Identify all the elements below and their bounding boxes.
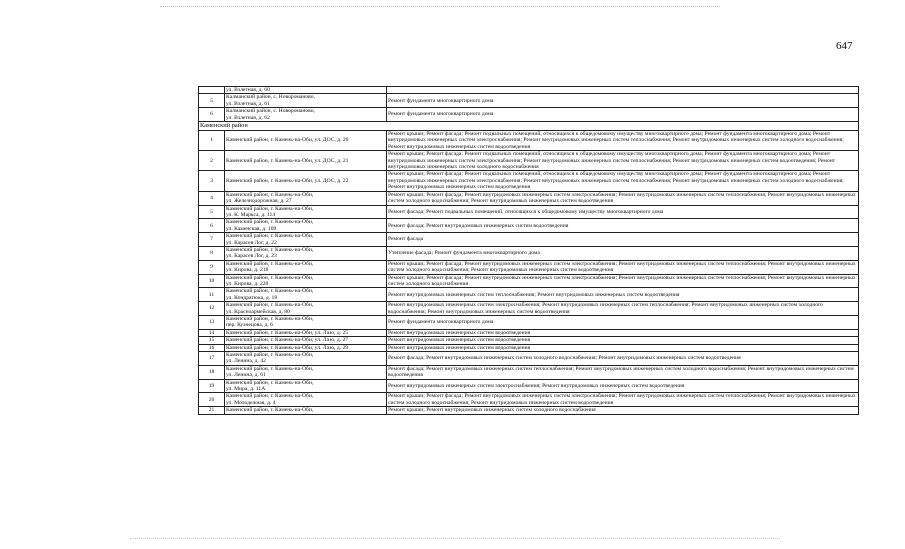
work-types-cell: Утепление фасада; Ремонт фундамента многоквартирного дома: [387, 246, 859, 260]
row-number: 15: [199, 337, 225, 344]
row-number: 6: [199, 108, 225, 122]
table-row: [199, 344, 859, 351]
address-cell: Каменский район, г. Камень-на-Оби, ул. Мира, д. 11А: [225, 379, 387, 393]
section-row: [199, 122, 859, 131]
row-number: 21: [199, 407, 225, 414]
table-row: [199, 329, 859, 336]
work-types-cell: Ремонт крыши; Ремонт фасада; Ремонт подвальных помещений, относящихся к общедомовому имуществу многоквартирного дома; Ремонт фундамента многоквартирного дома; Ремонт внутридомовых инженерных систем электроснабжения; Ремонт внутридомовых инженерных систем теплоснабжения; Ремонт внутридомовых инженерных систем холодного водоснабжения; Ремонт внутридомовых инженерных систем водоотведения: [387, 131, 859, 151]
address-cell: Каменский район, г. Камень-на-Оби, ул. ДОС, д. 21: [225, 151, 387, 171]
address-cell: Калманский район, с. Новороманово, ул. Взлетная, д. 62: [225, 108, 387, 122]
work-types-cell: [387, 87, 859, 94]
table-row: [199, 171, 859, 191]
work-types-cell: Ремонт фасада; Ремонт внутридомовых инженерных систем холодного водоснабжения; Ремонт внутридомовых инженерных систем водоотведения: [387, 352, 859, 366]
row-number: 14: [199, 329, 225, 336]
address-cell: Каменский район, г. Камень-на-Оби, ул. Ленина, д. 42: [225, 352, 387, 366]
table-row: [199, 94, 859, 108]
table-row: [199, 108, 859, 122]
table-row: [199, 219, 859, 233]
row-number: 5: [199, 205, 225, 219]
work-types-cell: Ремонт фундамента многоквартирного дома: [387, 94, 859, 108]
work-types-cell: Ремонт фундамента многоквартирного дома: [387, 108, 859, 122]
table-row: [199, 246, 859, 260]
row-number: 1: [199, 131, 225, 151]
address-cell: Каменский район, г. Камень-на-Оби, ул. Кирова, д. 220: [225, 274, 387, 288]
row-number: 12: [199, 302, 225, 316]
row-number: 10: [199, 274, 225, 288]
address-cell: Каменский район, г. Камень-на-Оби, ул. Лазо, д. 29: [225, 344, 387, 351]
address-cell: Каменский район, г. Камень-на-Оби, ул. Красноармейская, д. 80: [225, 302, 387, 316]
work-types-cell: Ремонт внутридомовых инженерных систем водоотведения: [387, 344, 859, 351]
table-row: [199, 393, 859, 407]
table-row: [199, 205, 859, 219]
work-types-cell: Ремонт крыши; Ремонт фасада; Ремонт внутридомовых инженерных систем электроснабжения; Ремонт внутридомовых инженерных систем теплоснабжения; Ремонт внутридомовых инженерных систем холодного водоснабжения: [387, 274, 859, 288]
table-row: [199, 87, 859, 94]
work-types-cell: Ремонт крыши; Ремонт фасада; Ремонт внутридомовых инженерных систем электроснабжения; Ремонт внутридомовых инженерных систем теплоснабжения; Ремонт внутридомовых инженерных систем холодного водоснабжения; Ремонт внутридомовых инженерных систем водоотведения: [387, 191, 859, 205]
work-types-cell: Ремонт внутридомовых инженерных систем электроснабжения; Ремонт внутридомовых инженерных систем водоотведения: [387, 379, 859, 393]
address-cell: Каменский район, г. Камень-на-Оби,: [225, 407, 387, 414]
address-cell: Каменский район, г. Камень-на-Оби, ул. К. Маркса, д. 114: [225, 205, 387, 219]
work-types-cell: Ремонт крыши; Ремонт внутридомовых инженерных систем холодного водоснабжения: [387, 407, 859, 414]
address-cell: Каменский район, г. Камень-на-Оби, ул. Молодежная, д. 4: [225, 393, 387, 407]
row-number: 11: [199, 288, 225, 302]
table-row: [199, 288, 859, 302]
work-types-cell: Ремонт внутридомовых инженерных систем водоотведения: [387, 337, 859, 344]
table-row: [199, 407, 859, 414]
work-types-cell: Ремонт фундамента многоквартирного дома: [387, 316, 859, 330]
table-body: [199, 87, 859, 415]
work-types-cell: Ремонт внутридомовых инженерных систем электроснабжения; Ремонт внутридомовых инженерных систем теплоснабжения; Ремонт внутридомовых инженерных систем холодного водоснабжения; Ремонт внутридомовых инженерных систем водоотведения: [387, 302, 859, 316]
work-types-cell: Ремонт фасада; Ремонт подвальных помещений, относящихся к общедомовому имуществу многоквартирного дома: [387, 205, 859, 219]
address-cell: Каменский район, г. Камень-на-Оби, ул. ДОС, д. 20: [225, 131, 387, 151]
table-row: [199, 337, 859, 344]
table-row: [199, 302, 859, 316]
address-cell: Каменский район, г. Камень-на-Оби, ул. Ленина, д. 61: [225, 365, 387, 379]
row-number: 20: [199, 393, 225, 407]
table-row: [199, 352, 859, 366]
repair-program-table: [198, 86, 859, 415]
row-number: 3: [199, 171, 225, 191]
work-types-cell: Ремонт фасада: [387, 233, 859, 247]
address-cell: Каменский район, г. Камень-на-Оби, пер. Кузнецова, д. 6: [225, 316, 387, 330]
work-types-cell: Ремонт крыши; Ремонт фасада; Ремонт внутридомовых инженерных систем электроснабжения; Ремонт внутридомовых инженерных систем теплоснабжения; Ремонт внутридомовых инженерных систем холодного водоснабжения; Ремонт внутридомовых инженерных систем водоотведения: [387, 393, 859, 407]
address-cell: Каменский район, г. Камень-на-Оби, ул. Кондратюка, д. 18: [225, 288, 387, 302]
table-row: [199, 379, 859, 393]
row-number: 6: [199, 219, 225, 233]
section-title: Каменский район: [199, 122, 859, 131]
work-types-cell: Ремонт фасада; Ремонт внутридомовых инженерных систем водоотведения: [387, 219, 859, 233]
table-row: [199, 131, 859, 151]
row-number: 17: [199, 352, 225, 366]
row-number: 19: [199, 379, 225, 393]
work-types-cell: Ремонт крыши; Ремонт фасада; Ремонт подвальных помещений, относящихся к общедомовому имуществу многоквартирного дома; Ремонт фундамента многоквартирного дома; Ремонт внутридомовых инженерных систем электроснабжения; Ремонт внутридомовых инженерных систем теплоснабжения; Ремонт внутридомовых инженерных систем водоотведения; Ремонт внутридомовых инженерных систем холодного водоснабжения: [387, 151, 859, 171]
scan-bottom-edge: [130, 538, 780, 539]
work-types-cell: Ремонт фасада; Ремонт внутридомовых инженерных систем теплоснабжения; Ремонт внутридомовых инженерных систем холодного водоснабжения; Ремонт внутридомовых инженерных систем водоотведения: [387, 365, 859, 379]
table-row: [199, 316, 859, 330]
address-cell: Каменский район, г. Камень-на-Оби, ул. Карасев Лог, д. 23: [225, 246, 387, 260]
row-number: 4: [199, 191, 225, 205]
address-cell: Каменский район, г. Камень-на-Оби, ул. Кирова, д. 218: [225, 260, 387, 274]
address-cell: Каменский район, г. Камень-на-Оби, ул. ДОС, д. 22: [225, 171, 387, 191]
address-cell: Каменский район, г. Камень-на-Оби, ул. Лазо, д. 27: [225, 337, 387, 344]
address-cell: Каменский район, г. Камень-на-Оби, ул. Каменская, д. 109: [225, 219, 387, 233]
row-number: 8: [199, 246, 225, 260]
page-number: 647: [836, 40, 853, 52]
address-cell: Калманский район, с. Новороманово, ул. Взлетная, д. 61: [225, 94, 387, 108]
row-number: 7: [199, 233, 225, 247]
work-types-cell: Ремонт внутридомовых инженерных систем водоотведения: [387, 329, 859, 336]
row-number: 18: [199, 365, 225, 379]
address-cell: Каменский район, г. Камень-на-Оби, ул. Лазо, д. 25: [225, 329, 387, 336]
row-number: 16: [199, 344, 225, 351]
row-number: [199, 87, 225, 94]
table-row: [199, 365, 859, 379]
row-number: 2: [199, 151, 225, 171]
work-types-cell: Ремонт крыши; Ремонт фасада; Ремонт внутридомовых инженерных систем электроснабжения; Ремонт внутридомовых инженерных систем теплоснабжения; Ремонт внутридомовых инженерных систем холодного водоснабжения; Ремонт внутридомовых инженерных систем водоотведения: [387, 260, 859, 274]
table-row: [199, 151, 859, 171]
row-number: 13: [199, 316, 225, 330]
work-types-cell: Ремонт внутридомовых инженерных систем теплоснабжения; Ремонт внутридомовых инженерных систем водоотведения: [387, 288, 859, 302]
address-cell: ул. Взлетная, д. 60: [225, 87, 387, 94]
table-row: [199, 233, 859, 247]
address-cell: Каменский район, г. Камень-на-Оби, ул. Железнодорожная, д. 27: [225, 191, 387, 205]
row-number: 5: [199, 94, 225, 108]
work-types-cell: Ремонт крыши; Ремонт фасада; Ремонт подвальных помещений, относящихся к общедомовому имуществу многоквартирного дома; Ремонт фундамента многоквартирного дома; Ремонт внутридомовых инженерных систем электроснабжения; Ремонт внутридомовых инженерных систем теплоснабжения; Ремонт внутридомовых инженерных систем холодного водоснабжения; Ремонт внутридомовых инженерных систем водоотведения: [387, 171, 859, 191]
row-number: 9: [199, 260, 225, 274]
table-row: [199, 191, 859, 205]
scan-top-edge: [160, 6, 720, 7]
table-row: [199, 274, 859, 288]
table-row: [199, 260, 859, 274]
address-cell: Каменский район, г. Камень-на-Оби, ул. Карасев Лог, д. 22: [225, 233, 387, 247]
